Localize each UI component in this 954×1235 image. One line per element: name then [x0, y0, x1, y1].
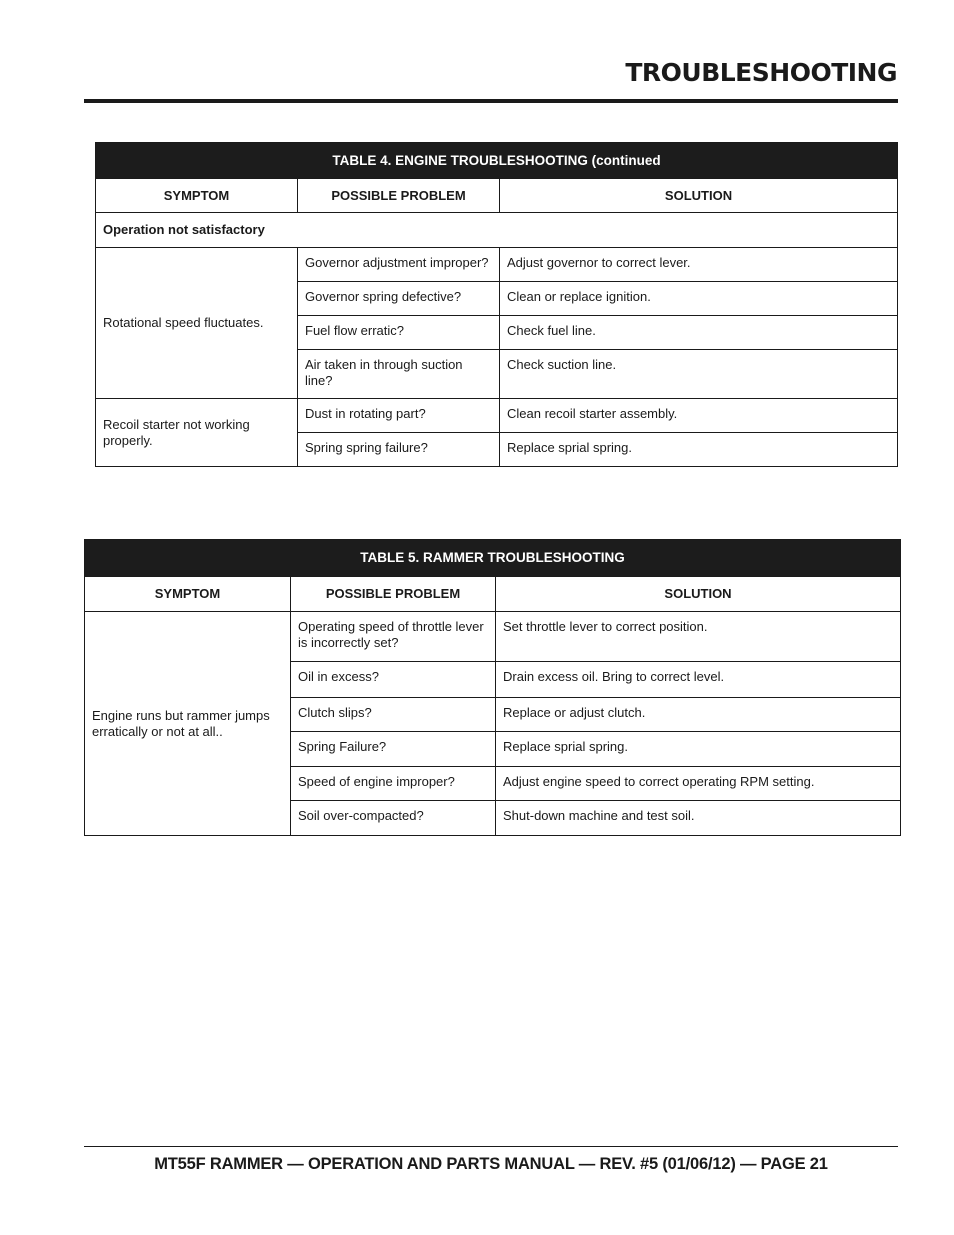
problem-cell: Air taken in through suction line? — [298, 350, 500, 399]
solution-cell: Drain excess oil. Bring to correct level. — [496, 662, 901, 698]
solution-cell: Set throttle lever to correct position. — [496, 612, 901, 662]
table-row — [96, 248, 898, 282]
engine-troubleshooting-table — [95, 142, 898, 467]
problem-cell: Operating speed of throttle lever is incorrectly set? — [291, 612, 496, 662]
title-divider — [84, 99, 898, 103]
problem-cell: Dust in rotating part? — [298, 399, 500, 433]
solution-cell: Check fuel line. — [500, 316, 898, 350]
symptom-cell: Recoil starter not working properly. — [96, 399, 298, 467]
column-header-possible-problem: POSSIBLE PROBLEM — [298, 179, 500, 213]
problem-cell: Spring spring failure? — [298, 433, 500, 467]
column-header-solution: SOLUTION — [500, 179, 898, 213]
problem-cell: Fuel flow erratic? — [298, 316, 500, 350]
solution-cell: Adjust governor to correct lever. — [500, 248, 898, 282]
column-header-symptom: SYMPTOM — [96, 179, 298, 213]
symptom-cell: Rotational speed fluctuates. — [96, 248, 298, 399]
solution-cell: Shut-down machine and test soil. — [496, 801, 901, 836]
problem-cell: Governor spring defective? — [298, 282, 500, 316]
solution-cell: Replace sprial spring. — [500, 433, 898, 467]
table-caption: TABLE 5. RAMMER TROUBLESHOOTING — [85, 540, 901, 577]
solution-cell: Adjust engine speed to correct operating RPM setting. — [496, 767, 901, 801]
solution-cell: Clean recoil starter assembly. — [500, 399, 898, 433]
problem-cell: Clutch slips? — [291, 698, 496, 732]
column-header-solution: SOLUTION — [496, 577, 901, 612]
solution-cell: Clean or replace ignition. — [500, 282, 898, 316]
problem-cell: Spring Failure? — [291, 732, 496, 767]
table-caption: TABLE 4. ENGINE TROUBLESHOOTING (continued — [96, 143, 898, 179]
footer-divider — [84, 1146, 898, 1147]
solution-cell: Replace sprial spring. — [496, 732, 901, 767]
rammer-troubleshooting-table — [84, 539, 901, 836]
column-header-possible-problem: POSSIBLE PROBLEM — [291, 577, 496, 612]
problem-cell: Speed of engine improper? — [291, 767, 496, 801]
solution-cell: Check suction line. — [500, 350, 898, 399]
table-row — [96, 399, 898, 433]
table-row — [85, 612, 901, 662]
problem-cell: Governor adjustment improper? — [298, 248, 500, 282]
page-footer: MT55F RAMMER — OPERATION AND PARTS MANUAL — REV. #5 (01/06/12) — PAGE 21 — [154, 1155, 828, 1173]
solution-cell: Replace or adjust clutch. — [496, 698, 901, 732]
column-header-symptom: SYMPTOM — [85, 577, 291, 612]
problem-cell: Soil over-compacted? — [291, 801, 496, 836]
page-title: TROUBLESHOOTING — [625, 58, 897, 87]
symptom-cell: Engine runs but rammer jumps erratically or not at all.. — [85, 612, 291, 836]
problem-cell: Oil in excess? — [291, 662, 496, 698]
section-heading: Operation not satisfactory — [96, 213, 898, 248]
